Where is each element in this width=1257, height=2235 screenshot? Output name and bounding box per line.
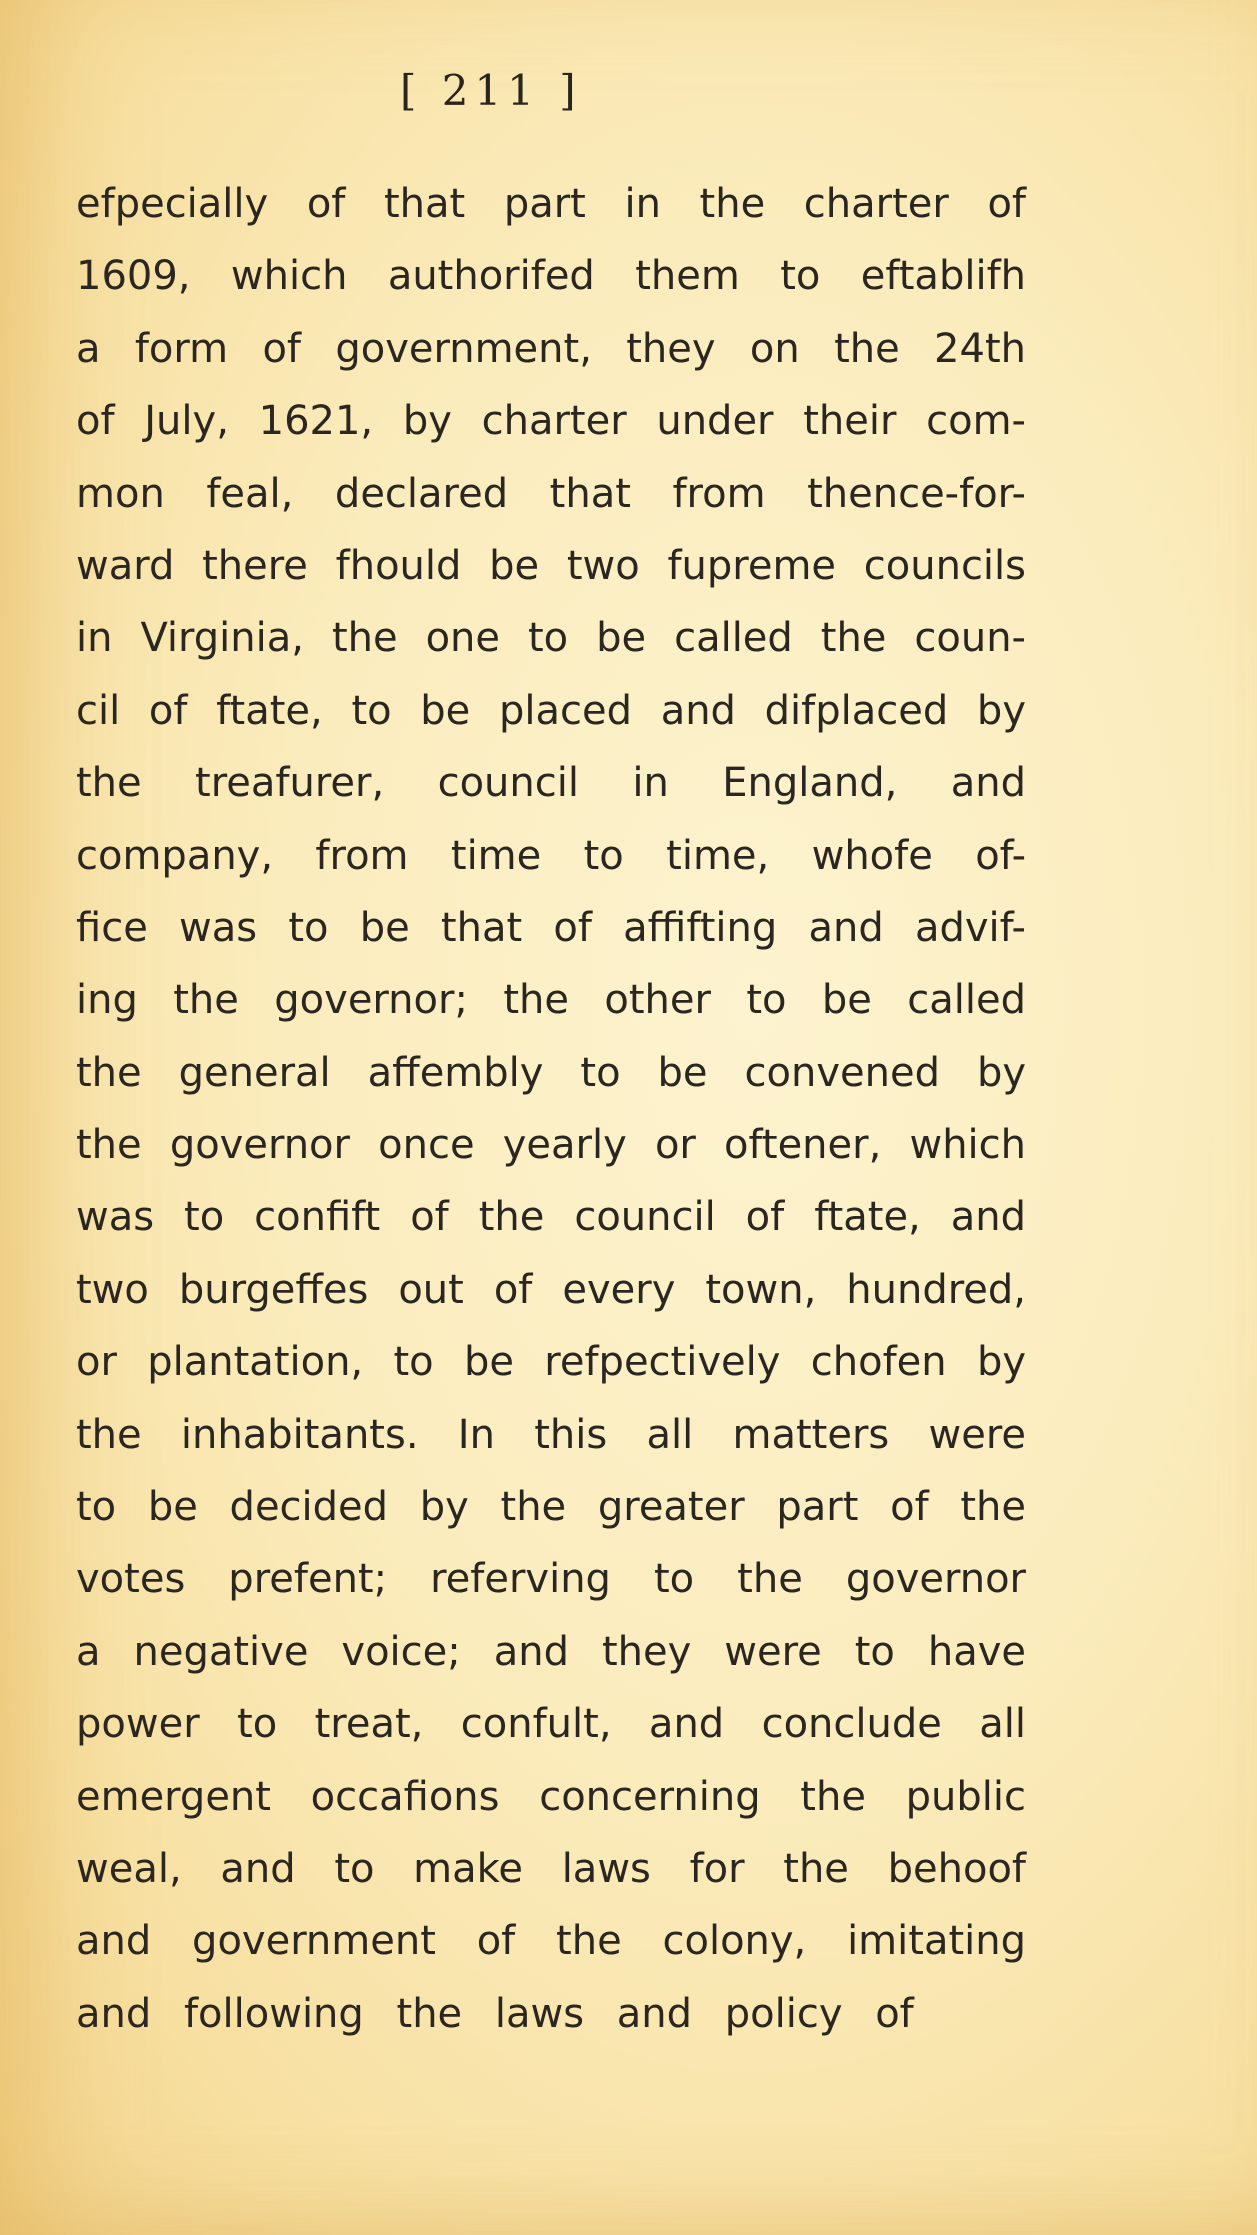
- text-line: 1609, which authorifed them to eftablifh: [76, 253, 1026, 300]
- text-line: emergent occafions concerning the public: [76, 1773, 1026, 1820]
- text-line: to be decided by the greater part of the: [76, 1484, 1026, 1531]
- page-number: [ 211 ]: [400, 66, 582, 115]
- text-line: efpecially of that part in the charter of: [76, 181, 1026, 227]
- text-line: cil of ftate, to be placed and difplaced by: [76, 687, 1026, 734]
- text-line: the inhabitants. In this all matters were: [76, 1411, 1026, 1458]
- text-line: company, from time to time, whofe of-: [76, 832, 1026, 879]
- text-line: the governor once yearly or oftener, which: [76, 1122, 1026, 1169]
- text-line: a form of government, they on the 24th: [76, 325, 1026, 372]
- text-line: two burgeffes out of every town, hundred,: [76, 1266, 1026, 1313]
- text-line: power to treat, confult, and conclude all: [76, 1701, 1026, 1748]
- text-line: mon feal, declared that from thence-for-: [76, 470, 1026, 517]
- text-line: and following the laws and policy of: [76, 1990, 914, 2037]
- body-text: [76, 168, 1026, 2050]
- text-line: votes prefent; referving to the governor: [76, 1556, 1026, 1603]
- text-line: in Virginia, the one to be called the coun-: [76, 615, 1026, 662]
- text-line: of July, 1621, by charter under their com-: [76, 398, 1026, 445]
- text-line: the general affembly to be convened by: [76, 1049, 1026, 1096]
- text-line: or plantation, to be refpectively chofen by: [76, 1339, 1026, 1386]
- text-line: ward there fhould be two fupreme councils: [76, 542, 1026, 589]
- text-line: was to confift of the council of ftate, and: [76, 1194, 1026, 1241]
- text-line: and government of the colony, imitating: [76, 1918, 1026, 1965]
- text-line: ing the governor; the other to be called: [76, 977, 1026, 1024]
- text-line: a negative voice; and they were to have: [76, 1628, 1026, 1675]
- text-line: the treafurer, council in England, and: [76, 760, 1026, 807]
- text-line: weal, and to make laws for the behoof: [76, 1845, 1026, 1892]
- text-line: fice was to be that of affifting and advif-: [76, 904, 1026, 951]
